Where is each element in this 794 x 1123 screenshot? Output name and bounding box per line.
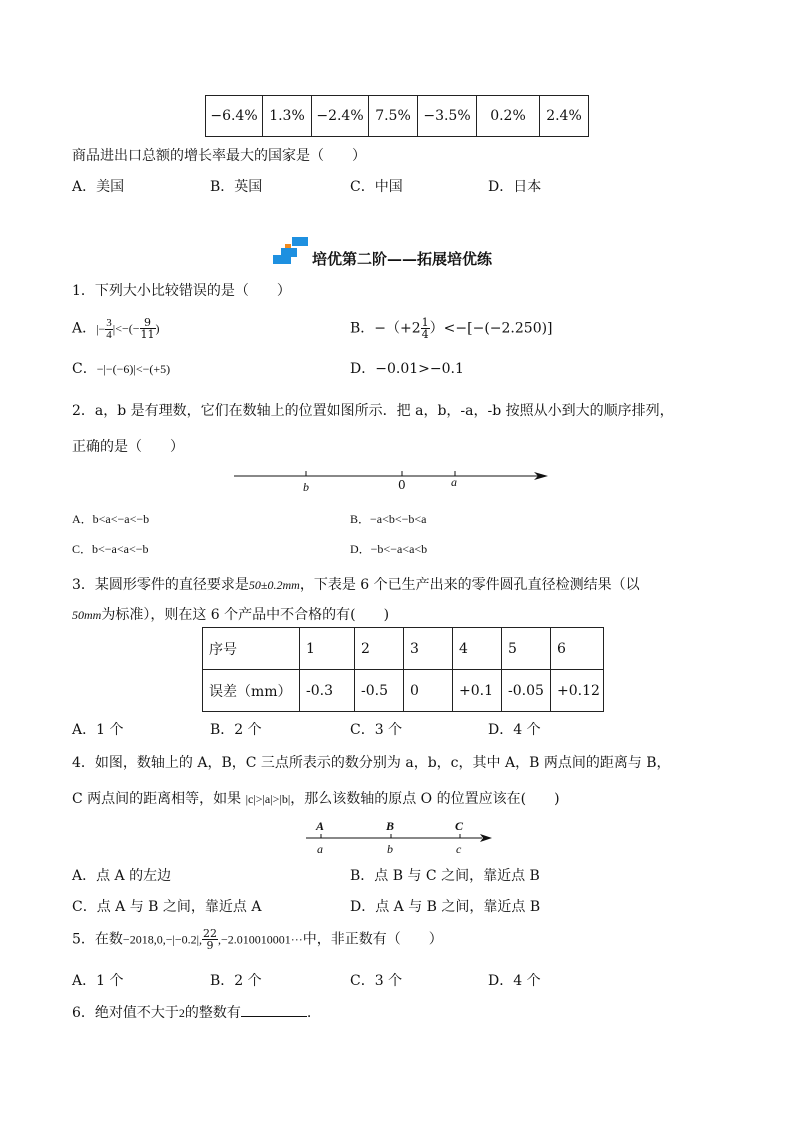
axis-label-a: a [451,475,457,489]
expression-part: <−(− [115,321,140,336]
table-cell: -0.05 [502,670,551,712]
q1-option-c [72,358,170,378]
point-value-b: b [387,842,393,856]
table-cell: 2 [355,628,404,670]
text-part: C 两点间的距离相等，如果 [72,791,246,807]
table-cell: -0.5 [355,670,404,712]
q3-stem-line2 [72,604,389,624]
q5-stem [72,928,443,951]
table-cell: 3 [404,628,453,670]
table-cell: 2.4% [540,96,589,137]
q5-option-a: A．1 个 [72,973,124,989]
option-c: C．中国 [350,179,403,195]
math-expression: 50mm [72,608,102,622]
option-label: C． [72,361,97,377]
text-part: 中，非正数有（ ） [302,931,443,948]
expression: −|−(−6)|<−(+5) [96,362,171,376]
q5-option-d: D．4 个 [488,973,541,989]
q1-option-b [350,317,553,340]
math-expression: −2018,0,−|−0.2|, [122,932,203,947]
q4-stem-line2 [72,788,560,808]
number-line-figure [230,465,555,495]
q1-stem: 1．下列大小比较错误的是（ ） [72,283,291,299]
text-part: 3．某圆形零件的直径要求是 [72,577,249,593]
table-cell: -0.3 [300,670,355,712]
option-label: B． [350,320,375,337]
fraction-numerator: 9 [140,317,156,329]
section-title: 培优第二阶——拓展培优练 [312,250,493,268]
point-value-a: a [317,842,323,856]
table-cell: −2.4% [312,96,369,137]
table-cell: +0.12 [551,670,604,712]
axis-label-b: b [303,480,309,494]
text-part: 6．绝对值不大于 [72,1005,179,1021]
text-part: . [306,1005,312,1021]
q3-option-b: B．2 个 [210,722,262,738]
answer-blank[interactable] [241,1004,307,1017]
q2-option-d: D．−b<−a<a<b [350,542,428,556]
option-label: A． [72,320,97,337]
table-cell: 5 [502,628,551,670]
point-value-c: c [456,842,462,856]
q4-option-d: D．点 A 与 B 之间，靠近点 B [350,899,541,915]
fraction-denominator: 4 [421,328,429,341]
text-part: 5．在数 [72,931,123,948]
q2-option-c: C．b<−a<a<−b [72,542,149,556]
q1-option-a: A．|− $\frac{3}{4}$ |<−(− $\frac{9}{11}$ ) [72,316,160,342]
q3-option-c: C．3 个 [350,722,403,738]
table-cell: 0 [404,670,453,712]
table-cell: 7.5% [369,96,418,137]
point-label-A: A [316,819,325,833]
expression-part: ）<−[−(−2.250)] [429,320,553,337]
q3-option-d: D．4 个 [488,722,541,738]
math-expression: ,−2.010010001··· [218,932,303,947]
question-stem: 商品进出口总额的增长率最大的国家是（ ） [72,148,366,164]
table-header-cell: 序号 [203,628,300,670]
expression-part: ) [155,321,160,336]
option-label: D． [350,361,376,377]
point-label-B: B [386,819,395,833]
expression-part: −（+2 [374,320,421,337]
error-table [202,627,604,712]
stacked-blocks-icon [273,237,309,265]
q5-option-b: B．2 个 [210,973,262,989]
q3-stem-line1 [72,574,640,594]
q6-stem [72,1002,311,1022]
q2-option-b: B．−a<b<−b<a [350,512,427,526]
option-b: B．英国 [210,179,263,195]
q5-option-c: C．3 个 [350,973,403,989]
q1-option-d [350,358,464,378]
table-cell: +0.1 [453,670,502,712]
text-part: ，那么该数轴的原点 O 的位置应该在( ) [290,791,560,807]
table-cell: 1.3% [263,96,312,137]
axis-label-zero: 0 [398,478,406,492]
text-part: ，下表是 6 个已生产出来的零件圆孔直径检测结果（以 [299,577,640,593]
fraction-denominator: 9 [206,939,214,952]
fraction-denominator: 11 [140,328,155,341]
table-header-cell: 误差（mm） [203,670,300,712]
table-cell: −3.5% [418,96,477,137]
math-expression: 2 [178,1006,185,1020]
fraction-numerator: 22 [203,927,218,940]
table-cell: 6 [551,628,604,670]
fraction-denominator: 4 [106,329,112,342]
option-a: A．美国 [72,179,125,195]
table-cell: −6.4% [206,96,263,137]
q4-option-a: A．点 A 的左边 [72,868,172,884]
q4-option-c: C．点 A 与 B 之间，靠近点 A [72,899,262,915]
fraction-numerator: 1 [421,316,429,329]
text-part: 为标准），则在这 6 个产品中不合格的有( ) [101,607,390,623]
abc-number-line-figure [300,830,495,846]
q2-stem-line2: 正确的是（ ） [72,439,184,455]
q4-stem-line1: 4．如图，数轴上的 A，B，C 三点所表示的数分别为 a，b，c，其中 A，B 两点间的距离与 B， [72,755,671,771]
table-cell: 1 [300,628,355,670]
q2-stem-line1: 2．a，b 是有理数，它们在数轴上的位置如图所示．把 a，b，-a，-b 按照从小到大的顺序排列， [72,403,674,419]
option-d: D．日本 [488,179,542,195]
text-part: 的整数有 [184,1005,241,1021]
expression: −0.01>−0.1 [375,361,464,377]
q2-option-a: A．b<a<−a<−b [72,512,150,526]
point-label-C: C [455,819,464,833]
q3-option-a: A．1 个 [72,722,124,738]
math-expression: 50±0.2mm [248,578,300,592]
q4-option-b: B．点 B 与 C 之间，靠近点 B [350,868,540,884]
fraction-numerator: 3 [106,317,112,330]
growth-rate-table [205,95,589,137]
math-expression: |c|>|a|>|b| [245,792,291,806]
table-cell: 4 [453,628,502,670]
table-cell: 0.2% [477,96,540,137]
